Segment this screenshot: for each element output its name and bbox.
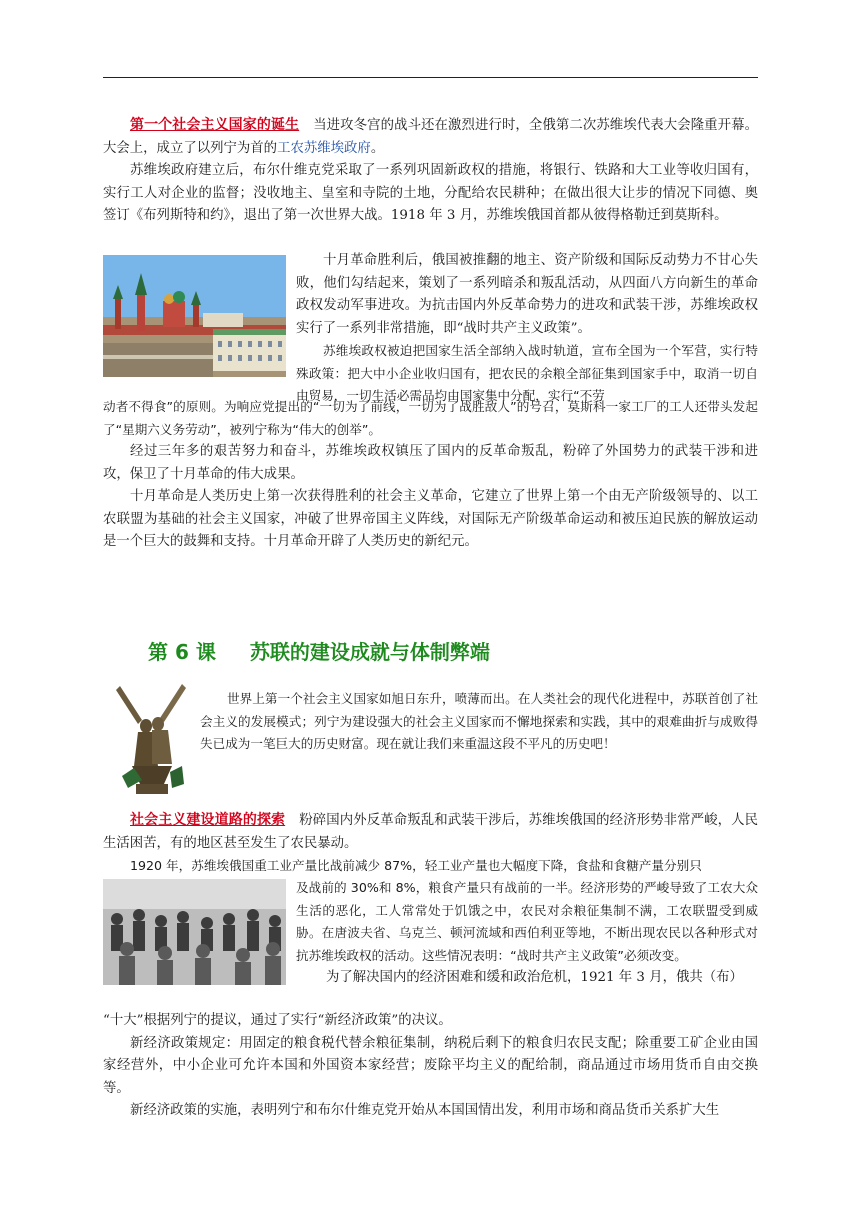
kremlin-photo — [103, 255, 286, 377]
section2-paragraph-4: 新经济政策规定：用固定的粮食税代替余粮征集制，纳税后剩下的粮食归农民支配；除重要工矿企业由国家经营外，中小企业可允许本国和外国资本家经营；废除平均主义的配给制，商品通过市场用货币自由交换等。 — [103, 1035, 758, 1096]
section2-paragraph-3-wrap: 为了解决国内的经济困难和缓和政治危机，1921 年 3 月，俄共（布） — [326, 970, 743, 985]
section1-paragraph-2: 苏维埃政府建立后，布尔什维克党采取了一系列巩固新政权的措施，将银行、铁路和大工业等收归国有，实行工人对企业的监督；没收地主、皇室和寺院的土地，分配给农民耕种；在做出很大让步的情况下同德、奥签订《布列斯特和约》，退出了第一次世界大战。1918 年 3 月，苏维埃俄国首都从彼得格勒迁到莫斯科。 — [103, 163, 758, 223]
lesson-number: 第 6 课 — [148, 640, 216, 664]
section1-full-block — [103, 396, 758, 554]
lesson-title-text: 苏联的建设成就与体制弊端 — [249, 640, 490, 664]
worker-collective-farm-woman-statue-image — [112, 680, 190, 794]
section1-paragraph-4-cont: 动者不得食”的原则。为响应党提出的“一切为了前线，一切为了战胜敌人”的号召，莫斯科一家工厂的工人还带头发起了“星期六义务劳动”，被列宁称为“伟大的创举”。 — [103, 399, 758, 437]
section1-paragraph-4-wrap: 苏维埃政权被迫把国家生活全部纳入战时轨道，宣布全国为一个军营，实行特殊政策：把大中小企业收归国有，把农民的余粮全部征集到国家手中，取消一切自由贸易，一切生活必需品均由国家集中分配，实行“不劳 — [296, 343, 758, 403]
section1-paragraph-3: 十月革命胜利后，俄国被推翻的地主、资产阶级和国际反动势力不甘心失败，他们勾结起来，策划了一系列暗杀和叛乱活动，从四面八方向新生的革命政权发动军事进攻。为抗击国内外反革命势力的进攻和武装干涉，苏维埃政权实行了一系列非常措施，即“战时共产主义政策”。 — [296, 253, 758, 336]
section2-paragraph-5: 新经济政策的实施，表明列宁和布尔什维克党开始从本国国情出发，利用市场和商品货币关系扩大生 — [130, 1103, 720, 1118]
header-rule — [103, 77, 758, 78]
section2-wrap-block — [296, 877, 758, 990]
lesson-intro-text: 世界上第一个社会主义国家如旭日东升，喷薄而出。在人类社会的现代化进程中，苏联首创了社会主义的发展模式；列宁为建设强大的社会主义国家而不懈地探索和实践，其中的艰难曲折与成败得失已成为一笔巨大的历史财富。现在就让我们来重温这段不平凡的历史吧！ — [200, 691, 758, 751]
section2-paragraph-2-wrap: 及战前的 30%和 8%，粮食产量只有战前的一半。经济形势的严峻导致了工农大众生活的恶化，工人常常处于饥饿之中，农民对余粮征集制不满，工农联盟受到威胁。在唐波夫省、乌克兰、顿河流域和西伯利亚等地，不断出现农民以各种形式对抗苏维埃政权的活动。这些情况表明：“战时共产主义政策”必须改变。 — [296, 880, 758, 963]
section1-paragraph-5: 经过三年多的艰苦努力和奋斗，苏维埃政权镇压了国内的反革命叛乱，粉碎了外国势力的武装干涉和进攻，保卫了十月革命的伟大成果。 — [103, 444, 758, 482]
section2-full-block — [103, 1010, 758, 1123]
section2-paragraph-2-first: 1920 年，苏维埃俄国重工业产量比战前减少 87%，轻工业产量也大幅度下降，食盐和食糖产量分别只 — [130, 858, 702, 873]
section1-lead-end: 。 — [370, 140, 385, 156]
section1-lead — [103, 114, 758, 228]
section1-lead-link: 工农苏维埃政府 — [277, 140, 371, 156]
section1-lead-text: 当进攻冬宫的战斗还在激烈进行时，全俄第二次苏维埃代表大会隆重开幕。大会上，成立了以列宁为首的 — [103, 118, 759, 156]
lesson-title — [148, 636, 490, 665]
section2-paragraph-3-cont: “十大”根据列宁的提议，通过了实行“新经济政策”的决议。 — [103, 1013, 452, 1028]
section1-wrap-block — [296, 250, 758, 408]
section1-heading: 第一个社会主义国家的诞生 — [130, 117, 300, 133]
section1-paragraph-6: 十月革命是人类历史上第一次获得胜利的社会主义革命，它建立了世界上第一个由无产阶级领导的、以工农联盟为基础的社会主义国家，冲破了世界帝国主义阵线，对国际无产阶级革命运动和被压迫民族的解放运动是一个巨大的鼓舞和支持。十月革命开辟了人类历史的新纪元。 — [103, 489, 758, 549]
section2-lead — [103, 809, 758, 878]
section2-lead-text: 粉碎国内外反革命叛乱和武装干涉后，苏维埃俄国的经济形势非常严峻，人民生活困苦，有的地区甚至发生了农民暴动。 — [103, 813, 759, 851]
section2-heading: 社会主义建设道路的探索 — [130, 812, 286, 828]
famine-crowd-photo — [103, 879, 286, 985]
lesson-intro — [200, 688, 758, 756]
